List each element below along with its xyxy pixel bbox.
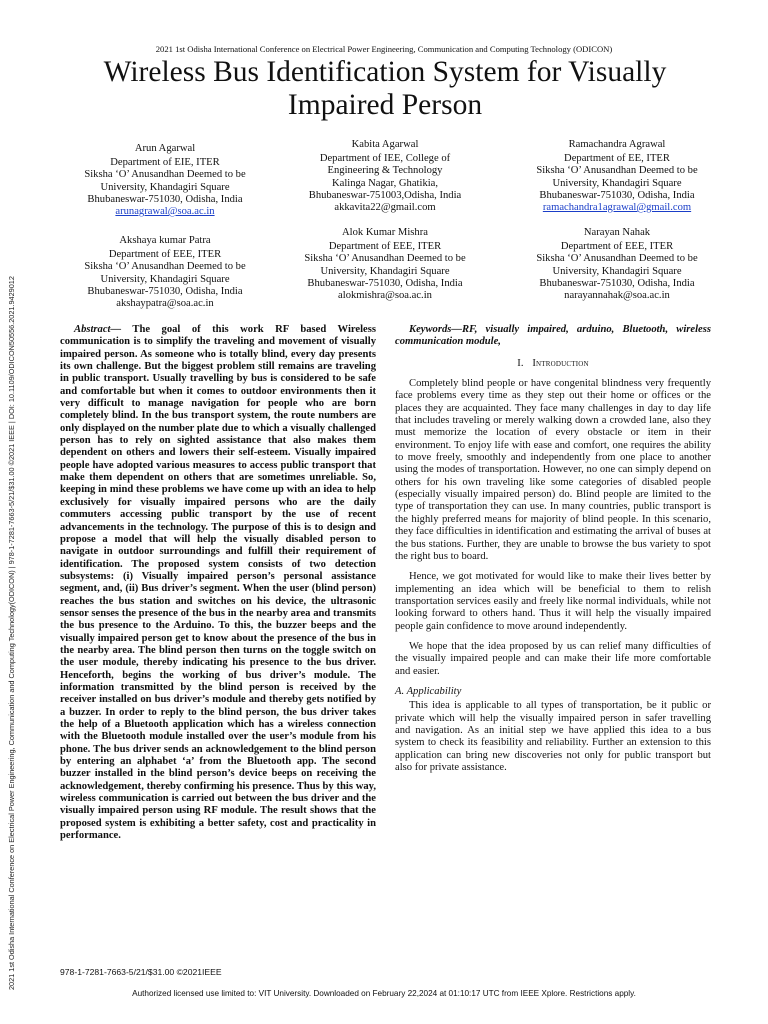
author-affiliation: University, Khandagiri Square	[100, 273, 230, 285]
author-affiliation: Siksha ‘O’ Anusandhan Deemed to be	[84, 169, 246, 181]
author-affiliation: Siksha ‘O’ Anusandhan Deemed to be	[536, 253, 698, 265]
paragraph: Hence, we got motivated for would like to make their lives better by implementing an idea which will be beneficial to them to relish transportation services easily and freely like normal individuals, while not looking forward to others hand. Thus it will help the visually impaired people gain confidence to move around independently.	[395, 571, 711, 632]
footer-authorization: Authorized licensed use limited to: VIT University. Downloaded on February 22,2024 at 01:10:17 UTC from IEEE Xplore. Restrictions apply.	[132, 989, 636, 998]
author-email-link[interactable]: ramachandra1agrawal@gmail.com	[542, 202, 692, 214]
paragraph: Completely blind people or have congenital blindness very frequently face problems every time as they step out their home or offices or the places they are acquainted. They face many challenges in day to day life that includes traveling or merely walking down a crowded lane, also they must memorize the location of every obstacle or item in their environment. To enjoy life with ease and comfort, one requires the ability to move freely, smoothly and independently from one place to another using the modes of transportation. However, no one can simply depend on others for his own traveling like some categories of disabled people (especially visually impaired person) do. Blind people are limited to the type of transportation they can use. In many countries, public transport is the highly preferred means for majority of blind people. In this scenario, they face difficulties in identification and estimating the arrival of buses at the bus stations. Further, they are unable to browse the bus variety to spot the right bus to board.	[395, 378, 711, 562]
author-affiliation: Department of EE, ITER	[564, 153, 670, 165]
author-affiliation: Department of IEE, College of	[319, 153, 451, 165]
paragraph: We hope that the idea proposed by us can relief many difficulties of the visually impaired people and can make their life more comfortable and easier.	[395, 640, 711, 677]
section-title: Introduction	[532, 357, 589, 369]
conference-header: 2021 1st Odisha International Conference on Electrical Power Engineering, Communication and Computing Technology (ODICON)	[155, 44, 613, 54]
author-affiliation: Kalinga Nagar, Ghatikia,	[331, 177, 439, 189]
author-block	[280, 227, 490, 302]
author-affiliation: Department of EEE, ITER	[560, 241, 674, 253]
author-affiliation: University, Khandagiri Square	[552, 265, 682, 277]
subsection-heading-applicability: A. Applicability	[395, 685, 462, 697]
author-name: Akshaya kumar Patra	[119, 235, 211, 246]
author-block	[512, 227, 722, 302]
paper-title: Wireless Bus Identification System for Visually Impaired Person	[103, 56, 667, 121]
author-email: narayannahak@soa.ac.in	[564, 290, 670, 302]
author-email: akshaypatra@soa.ac.in	[116, 298, 214, 310]
footer-isbn: 978-1-7281-7663-5/21/$31.00 ©2021IEEE	[60, 967, 222, 977]
author-affiliation: Bhubaneswar-751030, Odisha, India	[87, 285, 243, 297]
author-name: Alok Kumar Mishra	[342, 227, 428, 238]
author-block	[512, 139, 722, 214]
author-affiliation: University, Khandagiri Square	[100, 181, 230, 193]
author-email: akkavita22@gmail.com	[334, 202, 436, 214]
abstract-label: Abstract—	[74, 324, 122, 335]
author-name: Narayan Nahak	[583, 227, 651, 238]
author-affiliation: Bhubaneswar-751003,Odisha, India	[308, 189, 462, 201]
author-block	[60, 143, 270, 218]
author-block	[60, 235, 270, 310]
author-name: Arun Agarwal	[134, 143, 196, 154]
abstract-text: The goal of this work RF based Wireless communication is to simplify the traveling and movement of visually impaired person. As someone who is totally blind, every day presents its own challenge. But the biggest problem still remains are traveling in public transport. Usually travelling by bus is considered to be safe and comfortable but when it comes to outdoor environments then it very difficult to manage navigation for people who are born completely blind. In the bus transport system, the route numbers are only displayed on the number plate due to which a visually challenged person has to rely on sighted assistance that also makes them dependent on others and lowers their self-esteem. Visually impaired people have adopted various measures to access public transport that make them dependent on others that are sometimes unreliable. So, keeping in mind these problems we have come up with an idea to help exclusively for visually impaired persons who are the daily commuters accessing public transport by the use of recent advancements in the technology. The purpose of this is to design and propose a model that will help the visually disabled person to navigate in outdoor surroundings and fulfill their requirement of identification. The proposed system consists of two detection subsystems: (i) Visually impaired person’s personal assistance segment, and, (ii) Bus driver’s segment. When the user (blind person) reaches the bus station and switches on his device, the ultrasonic sensor senses the presence of the bus in the nearby area and transmits the bus presence to the Arduino. To this, the buzzer beeps and the visually impaired person get to know about the presence of the bus in the nearby area. The blind person then turns on the toggle switch on the user module, thereby indicating his presence to the bus driver. Henceforth, begins the working of bus driver’s module. The information transmitted by the blind person is received by the receiver installed on bus driver’s module and thereby gets notified by a buzzer. In order to reply to the blind person, the bus driver takes the help of a Bluetooth application which has a wireless connection with the Bluetooth module installed over the user’s module from his phone. The bus driver sends an acknowledgement to the blind person by entering an alphabet ‘a’ from the Bluetooth app. The second buzzer installed in the blind person’s device beeps on receiving the acknowledgement, thereby confirming his presence. Thus by this way, wireless communication is carried out between the bus driver and the visually impaired person using RF module. The result shows that the proposed system is exhibiting a better safety, cost and practicality in performance.	[60, 324, 376, 842]
author-affiliation: University, Khandagiri Square	[320, 265, 450, 277]
right-column	[395, 324, 711, 782]
section-number: I.	[517, 357, 524, 369]
author-affiliation: Bhubaneswar-751030, Odisha, India	[87, 193, 243, 205]
author-affiliation: Siksha ‘O’ Anusandhan Deemed to be	[84, 261, 246, 273]
author-affiliation: Engineering & Technology	[327, 165, 443, 177]
author-affiliation: Department of EEE, ITER	[108, 249, 222, 261]
author-name: Kabita Agarwal	[351, 139, 419, 150]
author-block	[280, 139, 490, 214]
paragraph: This idea is applicable to all types of transportation, be it public or private which will help the visually impaired person in safer travelling and navigation. As an initial step we have applied this idea to a bus system to check its feasibility and reliability. Further an extension to this application can bring new discoveries not only for public transport but also for private assistance.	[395, 700, 711, 773]
side-citation: 2021 1st Odisha International Conference on Electrical Power Engineering, Communication and Computing Technology(ODICON) | 978-1-7281-7663-5/21/$31.00 ©2021 IEEE | DOI: 10.1109/ODICON50556.2021.9429012	[7, 276, 16, 990]
author-affiliation: Bhubaneswar-751030, Odisha, India	[307, 277, 463, 289]
abstract	[60, 324, 376, 842]
author-affiliation: Bhubaneswar-751030, Odisha, India	[539, 277, 695, 289]
author-email: alokmishra@soa.ac.in	[338, 290, 432, 302]
author-affiliation: Siksha ‘O’ Anusandhan Deemed to be	[304, 253, 466, 265]
section-heading-introduction	[395, 358, 711, 370]
author-affiliation: Siksha ‘O’ Anusandhan Deemed to be	[536, 165, 698, 177]
author-affiliation: Department of EEE, ITER	[328, 241, 442, 253]
keywords: Keywords—RF, visually impaired, arduino, Bluetooth, wireless communication module,	[395, 324, 711, 348]
author-name: Ramachandra Agrawal	[568, 139, 666, 150]
author-affiliation: Bhubaneswar-751030, Odisha, India	[539, 189, 695, 201]
author-affiliation: Department of EIE, ITER	[110, 157, 220, 169]
author-email-link[interactable]: arunagrawal@soa.ac.in	[115, 206, 215, 218]
author-affiliation: University, Khandagiri Square	[552, 177, 682, 189]
